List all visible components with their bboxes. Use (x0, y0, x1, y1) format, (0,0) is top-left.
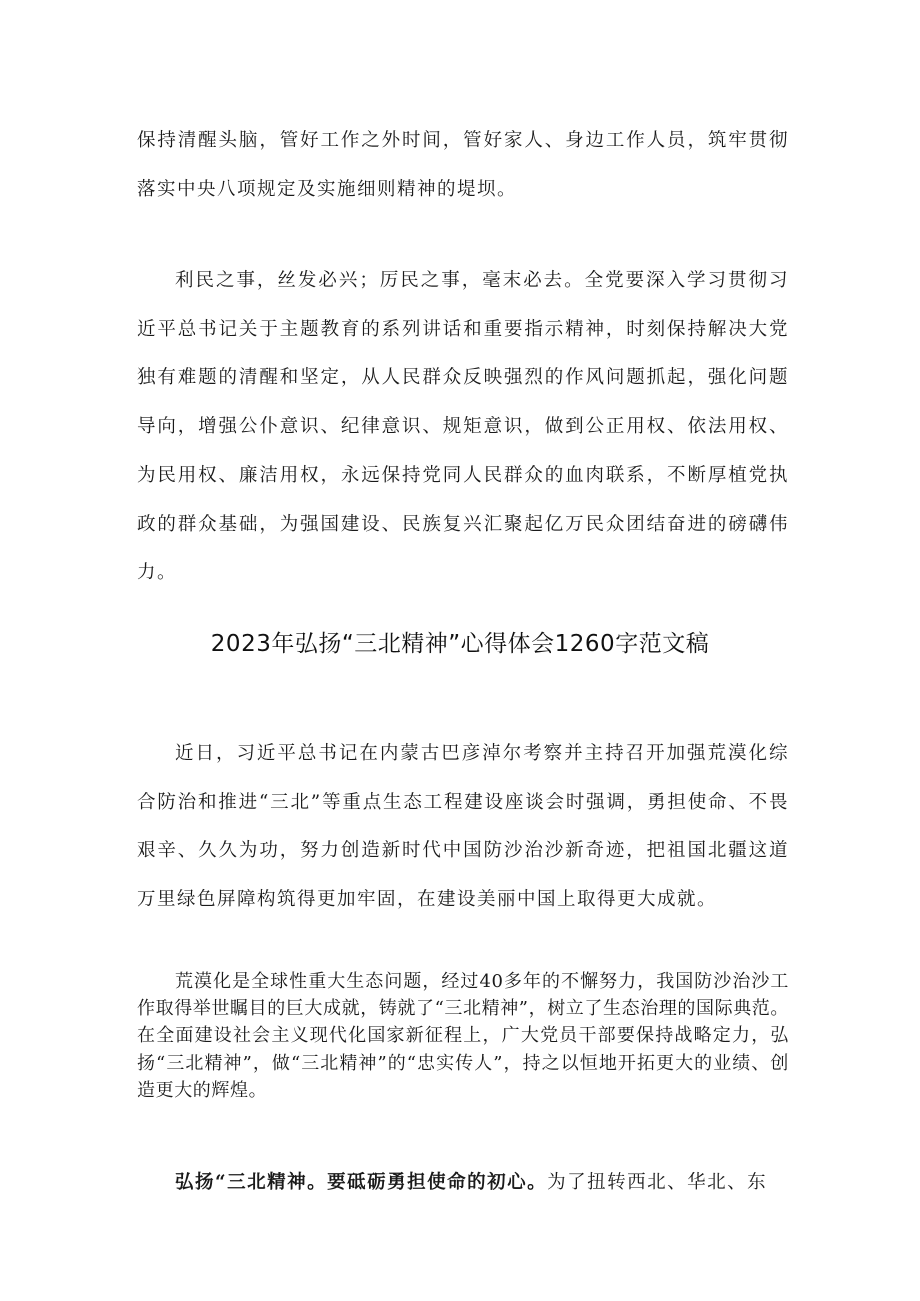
paragraph-5-text: 为了扭转西北、华北、东 (547, 1172, 768, 1193)
paragraph-3: 近日，习近平总书记在内蒙古巴彦淖尔考察并主持召开加强荒漠化综合防治和推进“三北”等重点生态工程建设座谈会时强调，勇担使命、不畏艰辛、久久为功，努力创造新时代中国防沙治沙新奇迹，把祖国北疆这道万里绿色屏障构筑得更加牢固，在建设美丽中国上取得更大成就。 (137, 743, 789, 911)
article-title: 2023年弘扬“三北精神”心得体会1260字范文稿 (210, 631, 710, 657)
paragraph-4: 荒漠化是全球性重大生态问题，经过40多年的不懈努力，我国防沙治沙工作取得举世瞩目的巨大成就，铸就了“三北精神”，树立了生态治理的国际典范。在全面建设社会主义现代化国家新征程上，广大党员干部要保持战略定力，弘扬“三北精神”，做“三北精神”的“忠实传人”，持之以恒地开拓更大的业绩、创造更大的辉煌。 (137, 971, 790, 1101)
paragraph-2: 利民之事，丝发必兴；厉民之事，毫末必去。全党要深入学习贯彻习近平总书记关于主题教育的系列讲话和重要指示精神，时刻保持解决大党独有难题的清醒和坚定，从人民群众反映强烈的作风问题抓起，强化问题导向，增强公仆意识、纪律意识、规矩意识，做到公正用权、依法用权、为民用权、廉洁用权，永远保持党同人民群众的血肉联系，不断厚植党执政的群众基础，为强国建设、民族复兴汇聚起亿万民众团结奋进的磅礴伟力。 (137, 270, 789, 584)
paragraph-5 (137, 1159, 789, 1207)
paragraph-5-heading: 弘扬“三北精神。要砥砺勇担使命的初心。 (175, 1172, 548, 1193)
paragraph-1: 保持清醒头脑，管好工作之外时间，管好家人、身边工作人员，筑牢贯彻落实中央八项规定及实施细则精神的堤坝。 (137, 130, 789, 200)
